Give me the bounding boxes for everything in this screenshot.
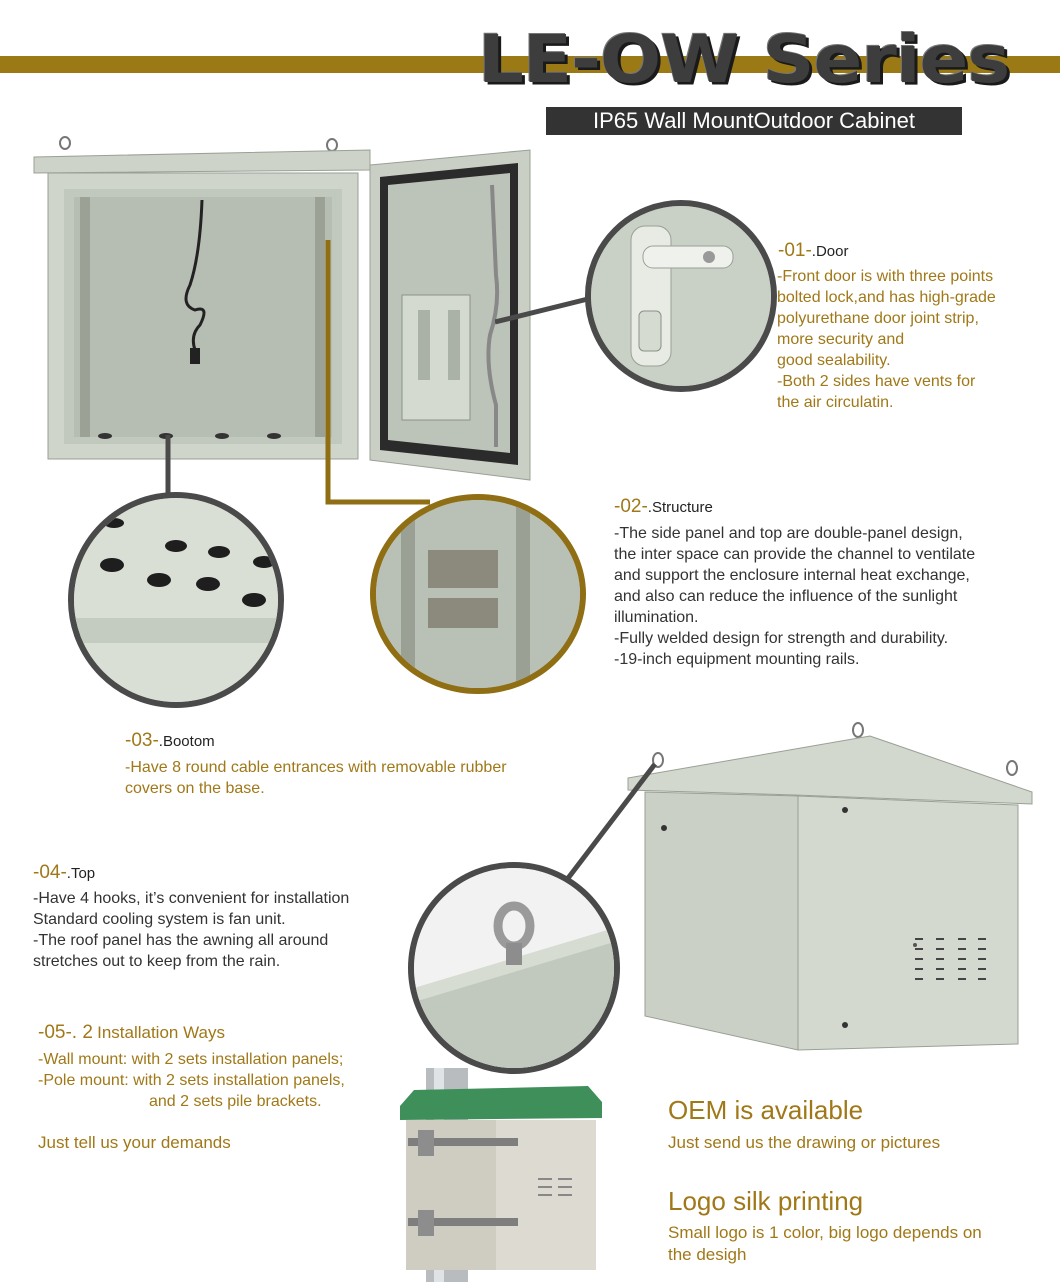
door-line: the air circulatin. xyxy=(777,394,894,411)
top-label: .Top xyxy=(66,865,96,882)
mounting-rails-icon xyxy=(376,500,580,688)
logo-line: the desigh xyxy=(668,1245,747,1264)
structure-label: .Structure xyxy=(647,499,713,516)
door-line: bolted lock,and has high-grade xyxy=(777,289,996,306)
door-line: -Front door is with three points xyxy=(777,268,994,285)
page-subtitle: IP65 Wall MountOutdoor Cabinet xyxy=(546,107,962,135)
door-line: -Both 2 sides have vents for xyxy=(777,373,976,390)
structure-line: the inter space can provide the channel to ventilate xyxy=(614,546,976,563)
structure-line: and also can reduce the influence of the sunlight xyxy=(614,588,958,605)
logo-line: Small logo is 1 color, big logo depends on xyxy=(668,1223,982,1242)
bottom-cable-entrances-closeup xyxy=(68,492,284,708)
door-line: polyurethane door joint strip, xyxy=(777,310,979,327)
structure-heading xyxy=(614,496,713,518)
logo-title: Logo silk printing xyxy=(668,1186,864,1216)
install-description xyxy=(38,1049,345,1112)
bottom-line: covers on the base. xyxy=(125,780,265,797)
page-title: LE-OW Series xyxy=(478,20,1010,98)
bottom-number: -03- xyxy=(125,730,159,751)
top-line: -The roof panel has the awning all around xyxy=(33,932,329,949)
oem-text: Just send us the drawing or pictures xyxy=(668,1133,941,1152)
door-number: -01- xyxy=(778,240,812,261)
bottom-heading xyxy=(125,730,215,752)
door-line: more security and xyxy=(777,331,905,348)
structure-leader-line xyxy=(320,240,460,540)
door-label: .Door xyxy=(811,243,849,260)
structure-line: and support the enclosure internal heat exchange, xyxy=(614,567,970,584)
cable-holes-icon xyxy=(74,498,278,702)
top-line: -Have 4 hooks, it’s convenient for installation xyxy=(33,890,350,907)
door-handle-icon xyxy=(591,206,771,386)
door-line: good sealability. xyxy=(777,352,891,369)
top-number: -04- xyxy=(33,862,67,883)
install-label: Installation Ways xyxy=(97,1023,225,1042)
install-line: -Wall mount: with 2 sets installation panels; xyxy=(38,1051,344,1068)
structure-line: -19-inch equipment mounting rails. xyxy=(614,651,860,668)
bottom-label: .Bootom xyxy=(158,733,215,750)
structure-line: illumination. xyxy=(614,609,699,626)
structure-rails-closeup xyxy=(370,494,586,694)
door-description xyxy=(777,266,996,413)
install-number-suffix: . 2 xyxy=(71,1022,93,1043)
install-line: -Pole mount: with 2 sets installation panels, xyxy=(38,1072,345,1089)
install-line: and 2 sets pile brackets. xyxy=(149,1093,322,1110)
door-heading xyxy=(778,240,848,262)
eye-bolt-icon xyxy=(414,868,614,1068)
pole-mount-cabinet-photo xyxy=(398,1068,610,1282)
bottom-description xyxy=(125,757,507,799)
install-footer: Just tell us your demands xyxy=(38,1133,231,1152)
bottom-line: -Have 8 round cable entrances with removable rubber xyxy=(125,759,507,776)
top-description xyxy=(33,888,349,972)
closed-cabinet-photo xyxy=(620,720,1040,1060)
door-lock-closeup xyxy=(585,200,777,392)
top-heading xyxy=(33,862,95,884)
structure-description xyxy=(614,523,975,670)
logo-description xyxy=(668,1222,982,1266)
top-line: stretches out to keep from the rain. xyxy=(33,953,281,970)
open-cabinet-photo xyxy=(30,135,540,495)
oem-title: OEM is available xyxy=(668,1095,864,1125)
top-line: Standard cooling system is fan unit. xyxy=(33,911,286,928)
structure-number: -02- xyxy=(614,496,648,517)
structure-line: -Fully welded design for strength and durability. xyxy=(614,630,949,647)
install-heading xyxy=(38,1022,225,1044)
install-number: -05- xyxy=(38,1022,72,1043)
structure-line: -The side panel and top are double-panel design, xyxy=(614,525,963,542)
top-hook-closeup xyxy=(408,862,620,1074)
